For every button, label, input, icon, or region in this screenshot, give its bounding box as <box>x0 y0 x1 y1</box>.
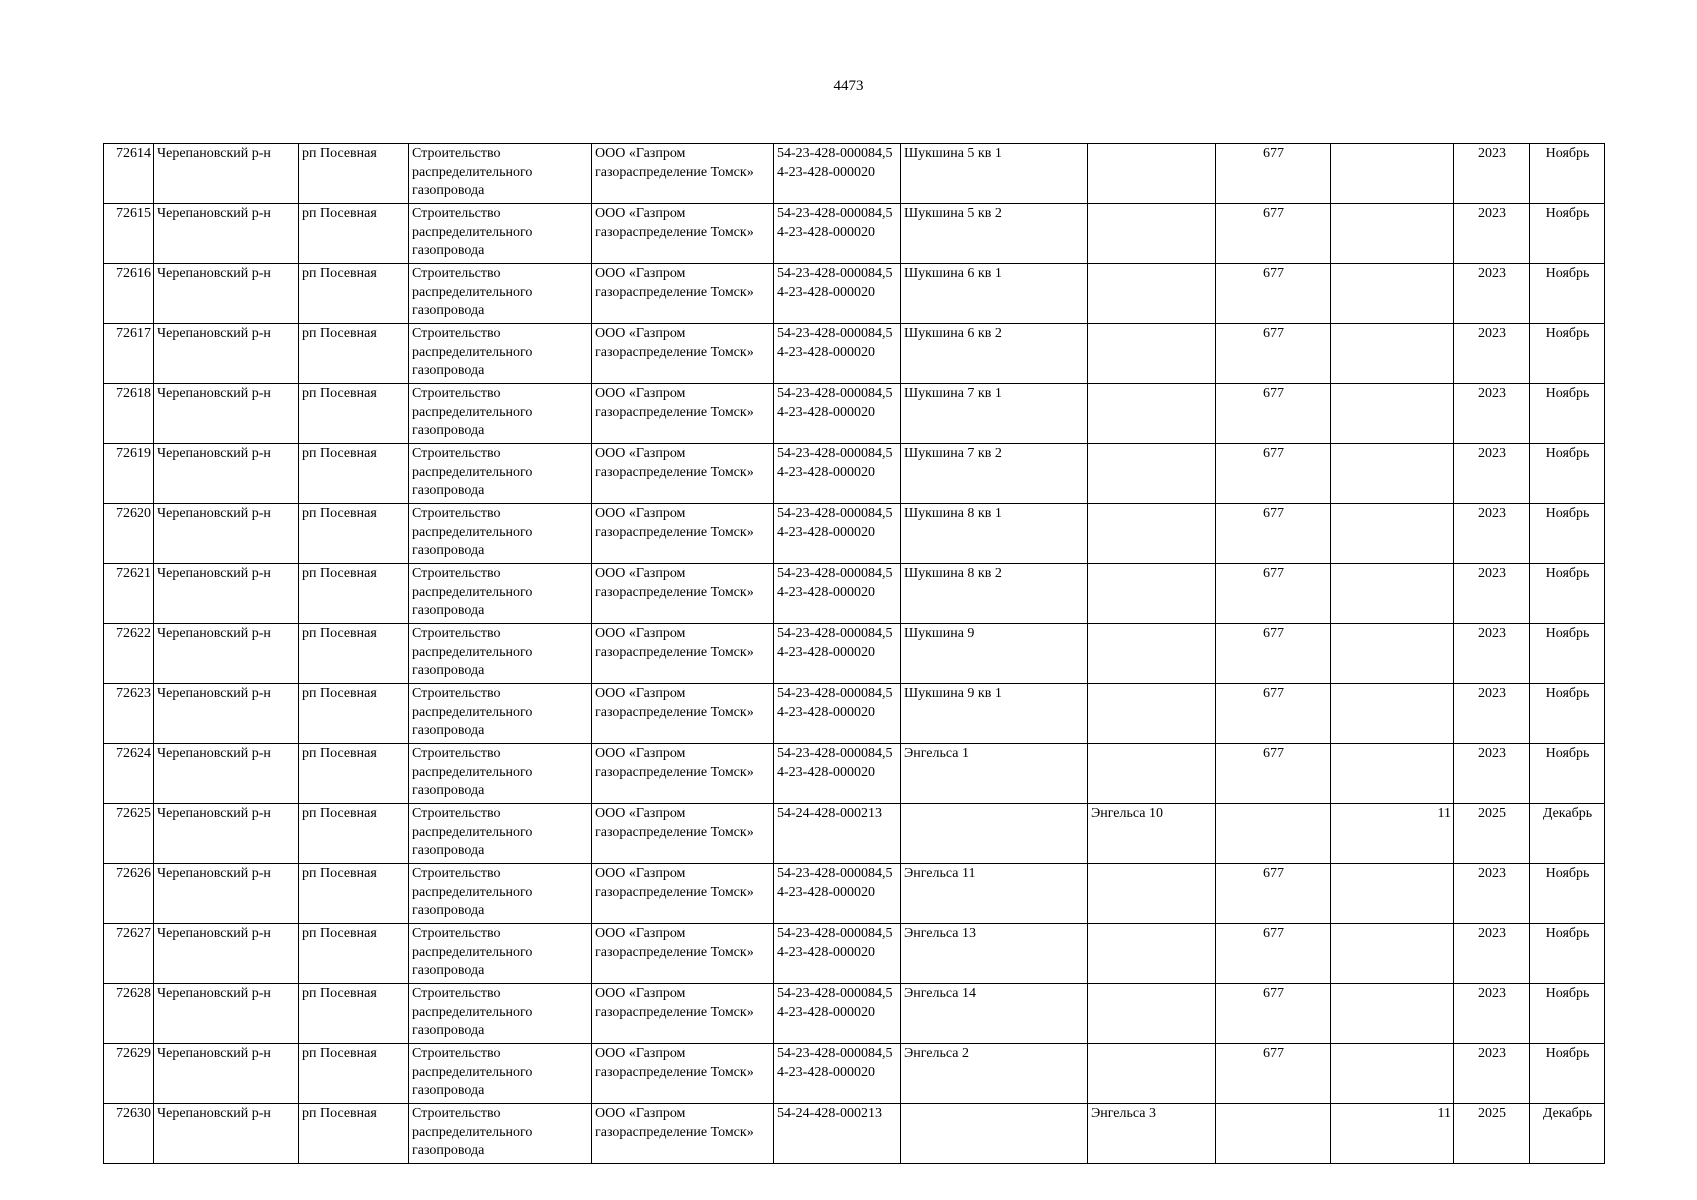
cell-year: 2023 <box>1454 324 1530 384</box>
cell-address-alt <box>1088 504 1216 564</box>
cell-cadastral-number: 54-23-428-000084,54-23-428-000020 <box>774 924 901 984</box>
cell-object: Строительство распределительного газопровода <box>409 684 592 744</box>
cell-address: Шукшина 6 кв 2 <box>901 324 1088 384</box>
cell-district: Черепановский р-н <box>154 864 299 924</box>
cell-district: Черепановский р-н <box>154 984 299 1044</box>
cell-cadastral-number: 54-24-428-000213 <box>774 804 901 864</box>
cell-code <box>1216 804 1331 864</box>
cell-address-alt <box>1088 564 1216 624</box>
cell-object: Строительство распределительного газопровода <box>409 204 592 264</box>
cell-code <box>1216 1104 1331 1164</box>
cell-settlement: рп Посевная <box>299 984 409 1044</box>
cell-code: 677 <box>1216 564 1331 624</box>
table-row <box>104 204 1605 264</box>
cell-year: 2023 <box>1454 444 1530 504</box>
cell-year: 2023 <box>1454 624 1530 684</box>
cell-settlement: рп Посевная <box>299 1104 409 1164</box>
cell-count <box>1331 324 1454 384</box>
cell-month: Ноябрь <box>1530 1044 1605 1104</box>
cell-year: 2025 <box>1454 1104 1530 1164</box>
cell-number: 72624 <box>104 744 154 804</box>
cell-settlement: рп Посевная <box>299 504 409 564</box>
cell-address-alt <box>1088 744 1216 804</box>
cell-year: 2023 <box>1454 564 1530 624</box>
cell-month: Ноябрь <box>1530 564 1605 624</box>
cell-year: 2023 <box>1454 684 1530 744</box>
cell-settlement: рп Посевная <box>299 324 409 384</box>
cell-object: Строительство распределительного газопровода <box>409 504 592 564</box>
table-row <box>104 804 1605 864</box>
cell-month: Ноябрь <box>1530 324 1605 384</box>
cell-count <box>1331 564 1454 624</box>
table-row <box>104 744 1605 804</box>
cell-number: 72622 <box>104 624 154 684</box>
cell-year: 2023 <box>1454 864 1530 924</box>
table-row <box>104 444 1605 504</box>
cell-object: Строительство распределительного газопровода <box>409 804 592 864</box>
cell-address-alt <box>1088 204 1216 264</box>
cell-month: Ноябрь <box>1530 744 1605 804</box>
cell-settlement: рп Посевная <box>299 384 409 444</box>
cell-organization: ООО «Газпром газораспределение Томск» <box>592 984 774 1044</box>
cell-code: 677 <box>1216 924 1331 984</box>
cell-settlement: рп Посевная <box>299 804 409 864</box>
cell-month: Ноябрь <box>1530 504 1605 564</box>
cell-number: 72626 <box>104 864 154 924</box>
cell-settlement: рп Посевная <box>299 864 409 924</box>
cell-object: Строительство распределительного газопровода <box>409 984 592 1044</box>
cell-count <box>1331 384 1454 444</box>
cell-number: 72619 <box>104 444 154 504</box>
cell-count <box>1331 1044 1454 1104</box>
cell-organization: ООО «Газпром газораспределение Томск» <box>592 864 774 924</box>
cell-count <box>1331 144 1454 204</box>
cell-address: Шукшина 8 кв 2 <box>901 564 1088 624</box>
cell-code: 677 <box>1216 204 1331 264</box>
cell-address: Шукшина 9 кв 1 <box>901 684 1088 744</box>
table-row <box>104 1044 1605 1104</box>
table-row <box>104 504 1605 564</box>
cell-address: Энгельса 11 <box>901 864 1088 924</box>
table-row <box>104 624 1605 684</box>
cell-year: 2023 <box>1454 504 1530 564</box>
cell-cadastral-number: 54-23-428-000084,54-23-428-000020 <box>774 684 901 744</box>
cell-address-alt <box>1088 684 1216 744</box>
cell-organization: ООО «Газпром газораспределение Томск» <box>592 564 774 624</box>
cell-district: Черепановский р-н <box>154 204 299 264</box>
cell-district: Черепановский р-н <box>154 684 299 744</box>
cell-object: Строительство распределительного газопровода <box>409 144 592 204</box>
cell-cadastral-number: 54-23-428-000084,54-23-428-000020 <box>774 384 901 444</box>
cell-object: Строительство распределительного газопровода <box>409 564 592 624</box>
table-row <box>104 144 1605 204</box>
table-row <box>104 384 1605 444</box>
cell-cadastral-number: 54-23-428-000084,54-23-428-000020 <box>774 984 901 1044</box>
cell-cadastral-number: 54-23-428-000084,54-23-428-000020 <box>774 204 901 264</box>
cell-code: 677 <box>1216 384 1331 444</box>
cell-count: 11 <box>1331 804 1454 864</box>
cell-code: 677 <box>1216 864 1331 924</box>
table-row <box>104 924 1605 984</box>
cell-cadastral-number: 54-23-428-000084,54-23-428-000020 <box>774 264 901 324</box>
cell-month: Ноябрь <box>1530 624 1605 684</box>
cell-district: Черепановский р-н <box>154 504 299 564</box>
cell-year: 2023 <box>1454 264 1530 324</box>
cell-code: 677 <box>1216 1044 1331 1104</box>
cell-object: Строительство распределительного газопровода <box>409 324 592 384</box>
cell-count <box>1331 924 1454 984</box>
cell-object: Строительство распределительного газопровода <box>409 264 592 324</box>
cell-organization: ООО «Газпром газораспределение Томск» <box>592 324 774 384</box>
cell-number: 72628 <box>104 984 154 1044</box>
cell-month: Ноябрь <box>1530 924 1605 984</box>
cell-cadastral-number: 54-23-428-000084,54-23-428-000020 <box>774 324 901 384</box>
cell-count <box>1331 444 1454 504</box>
cell-organization: ООО «Газпром газораспределение Томск» <box>592 384 774 444</box>
table-row <box>104 864 1605 924</box>
cell-cadastral-number: 54-24-428-000213 <box>774 1104 901 1164</box>
cell-count <box>1331 624 1454 684</box>
cell-address: Шукшина 5 кв 1 <box>901 144 1088 204</box>
cell-month: Ноябрь <box>1530 264 1605 324</box>
cell-address-alt <box>1088 444 1216 504</box>
cell-district: Черепановский р-н <box>154 924 299 984</box>
cell-organization: ООО «Газпром газораспределение Томск» <box>592 684 774 744</box>
page-number: 4473 <box>833 78 864 94</box>
cell-month: Ноябрь <box>1530 984 1605 1044</box>
cell-address <box>901 1104 1088 1164</box>
cell-object: Строительство распределительного газопровода <box>409 864 592 924</box>
cell-cadastral-number: 54-23-428-000084,54-23-428-000020 <box>774 444 901 504</box>
cell-object: Строительство распределительного газопровода <box>409 624 592 684</box>
cell-object: Строительство распределительного газопровода <box>409 444 592 504</box>
cell-number: 72627 <box>104 924 154 984</box>
cell-cadastral-number: 54-23-428-000084,54-23-428-000020 <box>774 564 901 624</box>
cell-count <box>1331 864 1454 924</box>
cell-year: 2023 <box>1454 204 1530 264</box>
cell-count <box>1331 984 1454 1044</box>
cell-settlement: рп Посевная <box>299 264 409 324</box>
cell-address-alt: Энгельса 3 <box>1088 1104 1216 1164</box>
cell-month: Ноябрь <box>1530 864 1605 924</box>
table-body <box>104 144 1605 1164</box>
table-row <box>104 324 1605 384</box>
cell-address: Шукшина 8 кв 1 <box>901 504 1088 564</box>
cell-month: Ноябрь <box>1530 384 1605 444</box>
cell-district: Черепановский р-н <box>154 444 299 504</box>
cell-district: Черепановский р-н <box>154 144 299 204</box>
cell-code: 677 <box>1216 504 1331 564</box>
cell-year: 2023 <box>1454 744 1530 804</box>
cell-settlement: рп Посевная <box>299 684 409 744</box>
cell-address: Шукшина 9 <box>901 624 1088 684</box>
cell-settlement: рп Посевная <box>299 204 409 264</box>
cell-address-alt <box>1088 264 1216 324</box>
cell-organization: ООО «Газпром газораспределение Томск» <box>592 1044 774 1104</box>
cell-district: Черепановский р-н <box>154 564 299 624</box>
cell-count <box>1331 744 1454 804</box>
cell-month: Ноябрь <box>1530 204 1605 264</box>
cell-district: Черепановский р-н <box>154 1104 299 1164</box>
cell-month: Ноябрь <box>1530 684 1605 744</box>
cell-number: 72620 <box>104 504 154 564</box>
cell-organization: ООО «Газпром газораспределение Томск» <box>592 1104 774 1164</box>
cell-address: Энгельса 2 <box>901 1044 1088 1104</box>
cell-number: 72621 <box>104 564 154 624</box>
cell-number: 72623 <box>104 684 154 744</box>
table-row <box>104 264 1605 324</box>
cell-year: 2023 <box>1454 924 1530 984</box>
cell-settlement: рп Посевная <box>299 564 409 624</box>
cell-settlement: рп Посевная <box>299 1044 409 1104</box>
cell-year: 2025 <box>1454 804 1530 864</box>
cell-number: 72616 <box>104 264 154 324</box>
table-row <box>104 564 1605 624</box>
cell-address: Энгельса 13 <box>901 924 1088 984</box>
cell-settlement: рп Посевная <box>299 144 409 204</box>
cell-year: 2023 <box>1454 144 1530 204</box>
cell-code: 677 <box>1216 624 1331 684</box>
cell-address-alt <box>1088 864 1216 924</box>
cell-district: Черепановский р-н <box>154 264 299 324</box>
cell-district: Черепановский р-н <box>154 324 299 384</box>
cell-code: 677 <box>1216 744 1331 804</box>
cell-address-alt <box>1088 624 1216 684</box>
cell-month: Ноябрь <box>1530 444 1605 504</box>
cell-organization: ООО «Газпром газораспределение Томск» <box>592 204 774 264</box>
cell-code: 677 <box>1216 684 1331 744</box>
cell-year: 2023 <box>1454 984 1530 1044</box>
cell-code: 677 <box>1216 444 1331 504</box>
cell-number: 72629 <box>104 1044 154 1104</box>
cell-organization: ООО «Газпром газораспределение Томск» <box>592 144 774 204</box>
cell-settlement: рп Посевная <box>299 444 409 504</box>
cell-object: Строительство распределительного газопровода <box>409 1044 592 1104</box>
cell-address-alt <box>1088 984 1216 1044</box>
cell-address: Шукшина 6 кв 1 <box>901 264 1088 324</box>
cell-count: 11 <box>1331 1104 1454 1164</box>
cell-district: Черепановский р-н <box>154 804 299 864</box>
cell-district: Черепановский р-н <box>154 384 299 444</box>
cell-object: Строительство распределительного газопровода <box>409 1104 592 1164</box>
cell-settlement: рп Посевная <box>299 744 409 804</box>
cell-code: 677 <box>1216 324 1331 384</box>
table-row <box>104 684 1605 744</box>
cell-cadastral-number: 54-23-428-000084,54-23-428-000020 <box>774 624 901 684</box>
cell-organization: ООО «Газпром газораспределение Томск» <box>592 504 774 564</box>
cell-count <box>1331 204 1454 264</box>
cell-address-alt <box>1088 924 1216 984</box>
cell-address: Энгельса 14 <box>901 984 1088 1044</box>
cell-organization: ООО «Газпром газораспределение Томск» <box>592 264 774 324</box>
cell-number: 72625 <box>104 804 154 864</box>
cell-address-alt <box>1088 324 1216 384</box>
cell-address: Шукшина 7 кв 1 <box>901 384 1088 444</box>
table-row <box>104 984 1605 1044</box>
table-row <box>104 1104 1605 1164</box>
cell-cadastral-number: 54-23-428-000084,54-23-428-000020 <box>774 1044 901 1104</box>
cell-code: 677 <box>1216 264 1331 324</box>
cell-cadastral-number: 54-23-428-000084,54-23-428-000020 <box>774 744 901 804</box>
cell-number: 72618 <box>104 384 154 444</box>
cell-organization: ООО «Газпром газораспределение Томск» <box>592 444 774 504</box>
cell-cadastral-number: 54-23-428-000084,54-23-428-000020 <box>774 864 901 924</box>
cell-month: Ноябрь <box>1530 144 1605 204</box>
gasification-table <box>103 143 1605 1164</box>
cell-address: Шукшина 5 кв 2 <box>901 204 1088 264</box>
cell-settlement: рп Посевная <box>299 924 409 984</box>
cell-number: 72615 <box>104 204 154 264</box>
cell-object: Строительство распределительного газопровода <box>409 384 592 444</box>
cell-district: Черепановский р-н <box>154 1044 299 1104</box>
cell-object: Строительство распределительного газопровода <box>409 924 592 984</box>
cell-address: Шукшина 7 кв 2 <box>901 444 1088 504</box>
cell-address <box>901 804 1088 864</box>
cell-year: 2023 <box>1454 1044 1530 1104</box>
cell-year: 2023 <box>1454 384 1530 444</box>
cell-count <box>1331 684 1454 744</box>
cell-organization: ООО «Газпром газораспределение Томск» <box>592 744 774 804</box>
cell-address-alt <box>1088 384 1216 444</box>
cell-address-alt <box>1088 1044 1216 1104</box>
cell-settlement: рп Посевная <box>299 624 409 684</box>
cell-organization: ООО «Газпром газораспределение Томск» <box>592 624 774 684</box>
cell-count <box>1331 504 1454 564</box>
cell-organization: ООО «Газпром газораспределение Томск» <box>592 804 774 864</box>
cell-district: Черепановский р-н <box>154 624 299 684</box>
cell-month: Декабрь <box>1530 804 1605 864</box>
cell-district: Черепановский р-н <box>154 744 299 804</box>
cell-address: Энгельса 1 <box>901 744 1088 804</box>
cell-object: Строительство распределительного газопровода <box>409 744 592 804</box>
cell-number: 72630 <box>104 1104 154 1164</box>
cell-code: 677 <box>1216 144 1331 204</box>
cell-count <box>1331 264 1454 324</box>
cell-number: 72617 <box>104 324 154 384</box>
cell-month: Декабрь <box>1530 1104 1605 1164</box>
cell-cadastral-number: 54-23-428-000084,54-23-428-000020 <box>774 144 901 204</box>
cell-address-alt: Энгельса 10 <box>1088 804 1216 864</box>
cell-number: 72614 <box>104 144 154 204</box>
cell-organization: ООО «Газпром газораспределение Томск» <box>592 924 774 984</box>
cell-code: 677 <box>1216 984 1331 1044</box>
cell-address-alt <box>1088 144 1216 204</box>
cell-cadastral-number: 54-23-428-000084,54-23-428-000020 <box>774 504 901 564</box>
